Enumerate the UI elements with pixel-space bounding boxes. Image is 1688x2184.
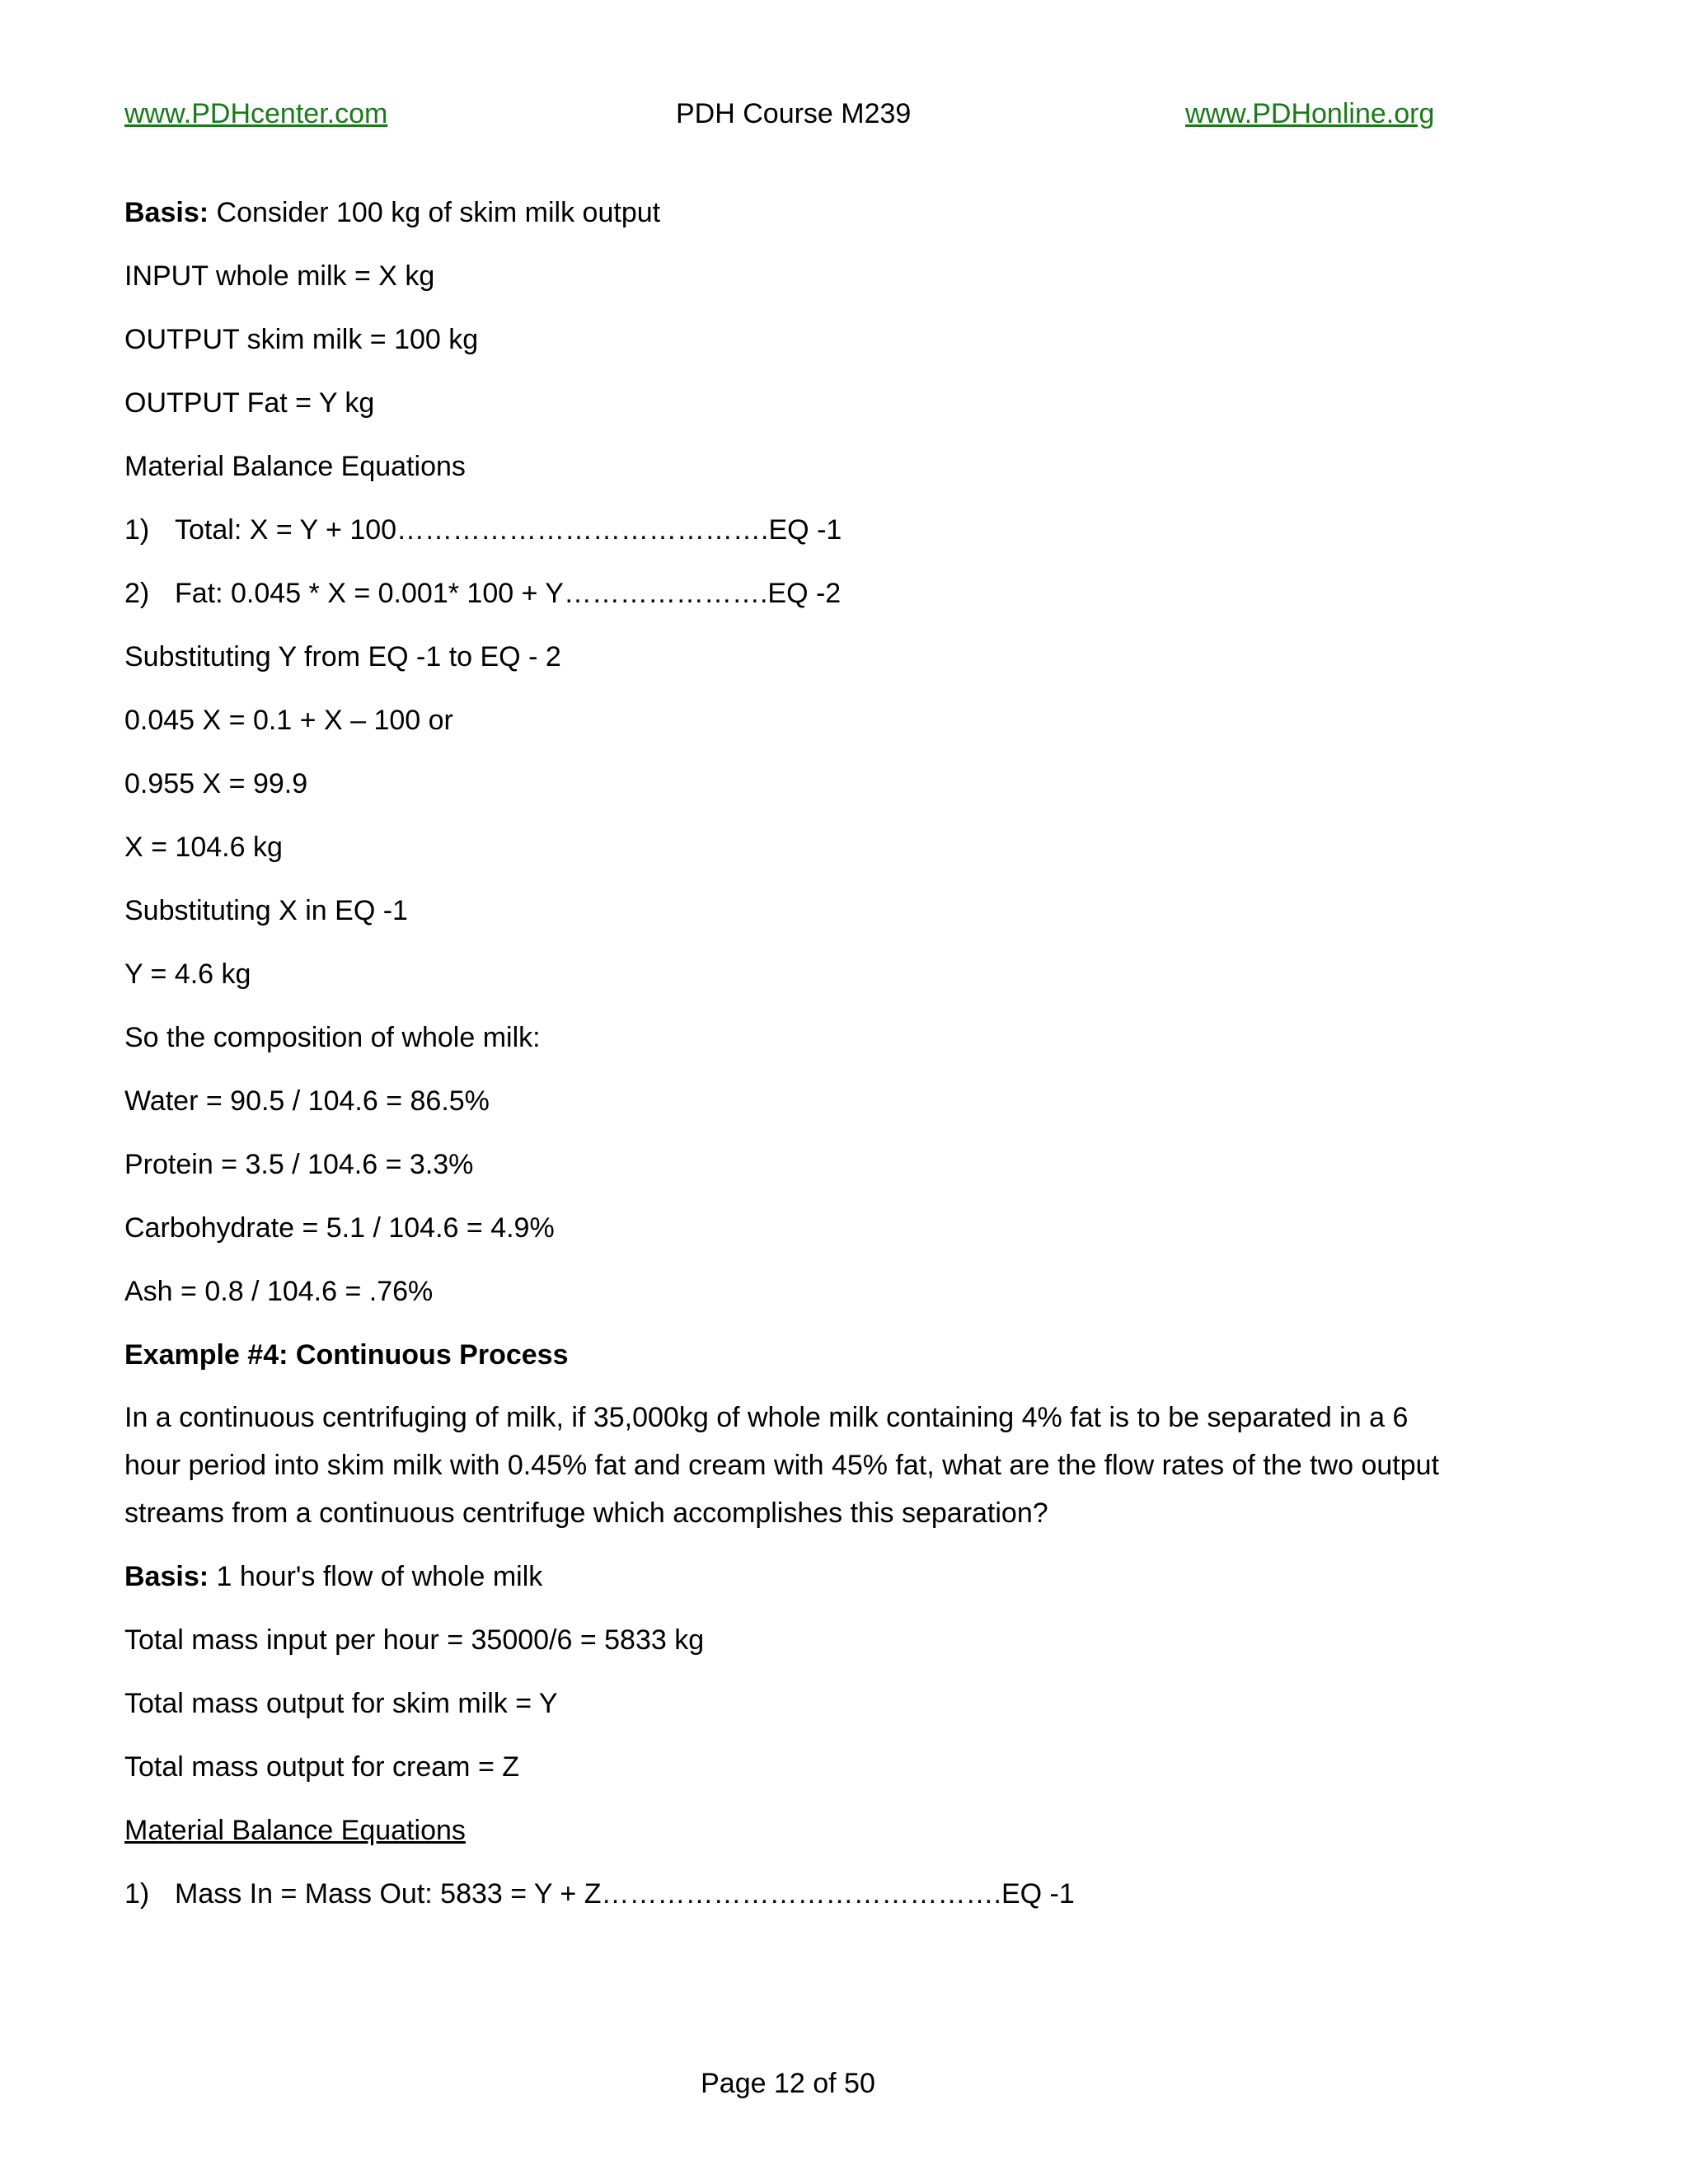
basis-line-2 [124, 1560, 542, 1593]
substitution-x: Substituting X in EQ -1 [124, 895, 408, 926]
equation-number: 1) [124, 1878, 150, 1910]
equation-number: 1) [124, 514, 150, 546]
equation-number: 2) [124, 578, 150, 609]
output-fat: OUTPUT Fat = Y kg [124, 387, 375, 419]
output-skim-milk: OUTPUT skim milk = 100 kg [124, 324, 479, 355]
header-right [1185, 97, 1434, 130]
example-4-title: Example #4: Continuous Process [124, 1339, 569, 1371]
input-whole-milk: INPUT whole milk = X kg [124, 260, 435, 292]
page-number: Page 12 of 50 [701, 2068, 875, 2099]
protein-composition: Protein = 3.5 / 104.6 = 3.3% [124, 1149, 474, 1180]
header-left [124, 97, 387, 130]
material-balance-heading: Material Balance Equations [124, 451, 466, 482]
example-4-body: In a continuous centrifuging of milk, if 35,000kg of whole milk containing 4% fat is to be separated in a 6 hour period into skim milk with 0.45% fat and cream with 45% fat, what are the flow rates of the two output streams from a continuous centrifuge which accomplishes this separation? [124, 1402, 1440, 1529]
water-composition: Water = 90.5 / 104.6 = 86.5% [124, 1085, 490, 1117]
y-result: Y = 4.6 kg [124, 958, 251, 990]
equation-2 [124, 577, 841, 610]
calculation-step-2: 0.955 X = 99.9 [124, 768, 308, 799]
basis-text: Consider 100 kg of skim milk output [209, 197, 661, 228]
x-result: X = 104.6 kg [124, 832, 283, 863]
total-mass-cream: Total mass output for cream = Z [124, 1751, 520, 1783]
substitution-y: Substituting Y from EQ -1 to EQ - 2 [124, 641, 561, 673]
total-mass-skim: Total mass output for skim milk = Y [124, 1688, 558, 1719]
basis-label: Basis: [124, 197, 209, 228]
equation-text: Mass In = Mass Out: 5833 = Y + Z…………………………………….EQ -1 [175, 1878, 1075, 1910]
equation-3 [124, 1877, 1075, 1910]
equation-1 [124, 513, 842, 546]
basis-label: Basis: [124, 1561, 209, 1592]
pdhonline-link[interactable]: www.PDHonline.org [1185, 98, 1435, 129]
calculation-step-1: 0.045 X = 0.1 + X – 100 or [124, 705, 453, 736]
total-mass-input: Total mass input per hour = 35000/6 = 5833 kg [124, 1624, 705, 1656]
basis-line-1 [124, 196, 660, 229]
carbohydrate-composition: Carbohydrate = 5.1 / 104.6 = 4.9% [124, 1212, 555, 1244]
basis-text: 1 hour's flow of whole milk [209, 1561, 543, 1592]
pdhcenter-link[interactable]: www.PDHcenter.com [124, 98, 388, 129]
composition-intro: So the composition of whole milk: [124, 1022, 541, 1053]
ash-composition: Ash = 0.8 / 104.6 = .76% [124, 1276, 434, 1307]
header-course-title: PDH Course M239 [676, 98, 912, 129]
material-balance-heading-2: Material Balance Equations [124, 1815, 466, 1846]
equation-text: Fat: 0.045 * X = 0.001* 100 + Y………………….EQ -2 [175, 578, 842, 609]
equation-text: Total: X = Y + 100………………………………….EQ -1 [175, 514, 842, 546]
